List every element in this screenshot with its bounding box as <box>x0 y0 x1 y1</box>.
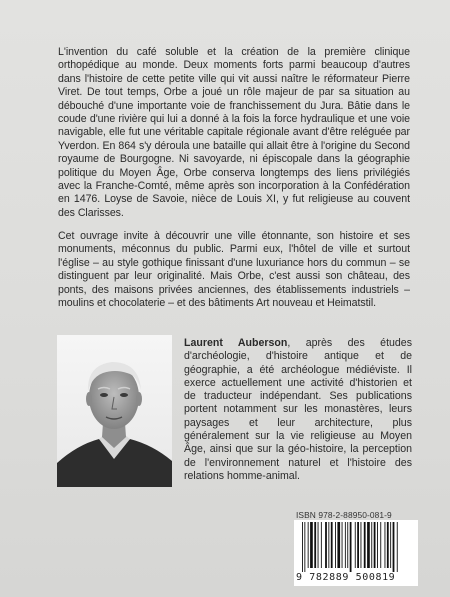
description-paragraph-2: Cet ouvrage invite à découvrir une ville étonnante, son histoire et ses monuments, méconnus du public. Parmi eux, l'hôtel de ville et surtout l'église – au style gothique finissant d'une luxuriance hors du commun – se distinguent par leur originalité. Mais Orbe, c'est aussi son château, des ponts, des maisons privées anciennes, des établissements industriels – moulins et chocolaterie – et des bâtiments Art nouveau et Heimatstil. <box>58 230 410 310</box>
barcode-digits: 9 782889 500819 <box>296 572 418 583</box>
barcode-bars <box>294 520 418 574</box>
isbn-label: ISBN 978-2-88950-081-9 <box>296 510 392 520</box>
author-bio <box>184 337 412 483</box>
author-portrait <box>57 335 172 487</box>
author-name: Laurent Auberson <box>184 337 288 349</box>
author-bio-text: , après des études d'archéologie, d'histoire antique et de géographie, a été archéologue médiéviste. Il exerce actuellement une activité d'historien et de traducteur indépendant. Ses publications portent notamment sur les monastères, leurs paysages et leur architecture, plus généralement sur la vie religieuse au Moyen Âge, ainsi que sur la géo-histoire, la perception de l'environnement naturel et l'histoire des relations homme-animal. <box>184 337 412 482</box>
author-portrait-image <box>57 335 172 487</box>
description-paragraph-1: L'invention du café soluble et la création de la première clinique orthopédique au monde. Deux moments forts parmi beaucoup d'autres dans l'histoire de cette petite ville qui vit aussi naître le réformateur Pierre Viret. De tout temps, Orbe a joué un rôle majeur de par sa situation au débouché d'une importante voie de franchissement du Jura. Bâtie dans le coude d'une rivière qui lui a donné à la fois la force hydraulique et une voie navigable, elle fut une véritable capitale régionale avant d'être reléguée par Yverdon. En 864 s'y déroula une bataille qui allait être à l'origine du Second royaume de Bourgogne. Ni savoyarde, ni épiscopale dans la géographie politique du Moyen Âge, Orbe conserva longtemps des liens privilégiés avec la Franche-Comté, même après son incorporation à la Confédération en 1476. Loyse de Savoie, nièce de Louis XI, y fut religieuse au couvent des Clarisses. <box>58 46 410 219</box>
